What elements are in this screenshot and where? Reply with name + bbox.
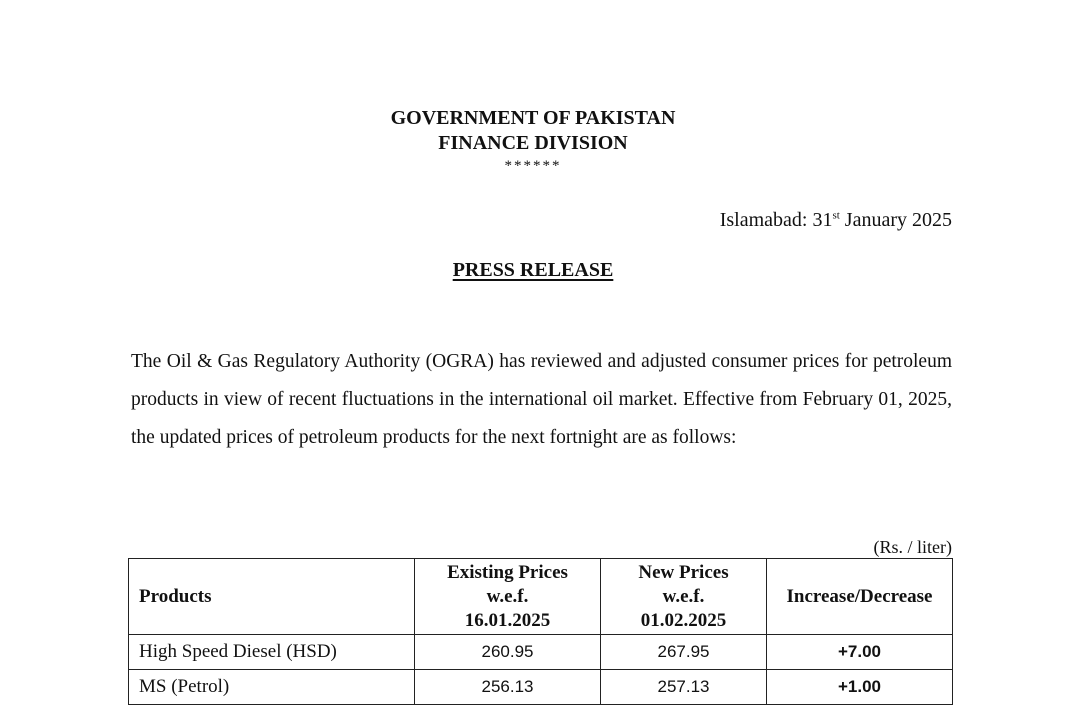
row-existing-price: 260.95 [415, 635, 601, 670]
row-product: High Speed Diesel (HSD) [129, 635, 415, 670]
row-change: +7.00 [767, 635, 953, 670]
row-new-price: 257.13 [601, 670, 767, 705]
header-existing-l1: Existing Prices [447, 561, 568, 583]
row-product: MS (Petrol) [129, 670, 415, 705]
release-date [720, 209, 952, 232]
row-new-price: 267.95 [601, 635, 767, 670]
page-title [0, 259, 1066, 282]
header-finance-division: FINANCE DIVISION [438, 132, 628, 154]
header-separator: ****** [504, 158, 562, 174]
header-existing-prices [415, 559, 601, 635]
header-government: GOVERNMENT OF PAKISTAN [390, 107, 676, 129]
header-new-l3: 01.02.2025 [640, 609, 727, 631]
header-new-prices [601, 559, 767, 635]
row-change: +1.00 [767, 670, 953, 705]
header-existing-l2: w.e.f. [486, 585, 529, 607]
body-paragraph: The Oil & Gas Regulatory Authority (OGRA) has reviewed and adjusted consumer prices for petroleum products in view of recent fluctuations in the international oil market. Effective from February 01, 2025, the updated prices of petroleum products for the next fortnight are as follows: [131, 351, 952, 448]
unit-label: (Rs. / liter) [873, 537, 952, 557]
table-row [129, 635, 953, 670]
header-products: Products [129, 559, 415, 635]
price-table [128, 558, 953, 705]
row-existing-price: 256.13 [415, 670, 601, 705]
header-new-l2: w.e.f. [662, 585, 705, 607]
table-row [129, 670, 953, 705]
date-rest: January 2025 [839, 209, 952, 231]
header-increase-decrease: Increase/Decrease [767, 559, 953, 635]
date-ordinal: st [832, 209, 840, 222]
table-header-row [129, 559, 953, 635]
header-existing-l3: 16.01.2025 [464, 609, 551, 631]
header-new-l1: New Prices [638, 561, 729, 583]
date-prefix: Islamabad: 31 [719, 209, 833, 231]
page-title-text: PRESS RELEASE [452, 259, 614, 281]
